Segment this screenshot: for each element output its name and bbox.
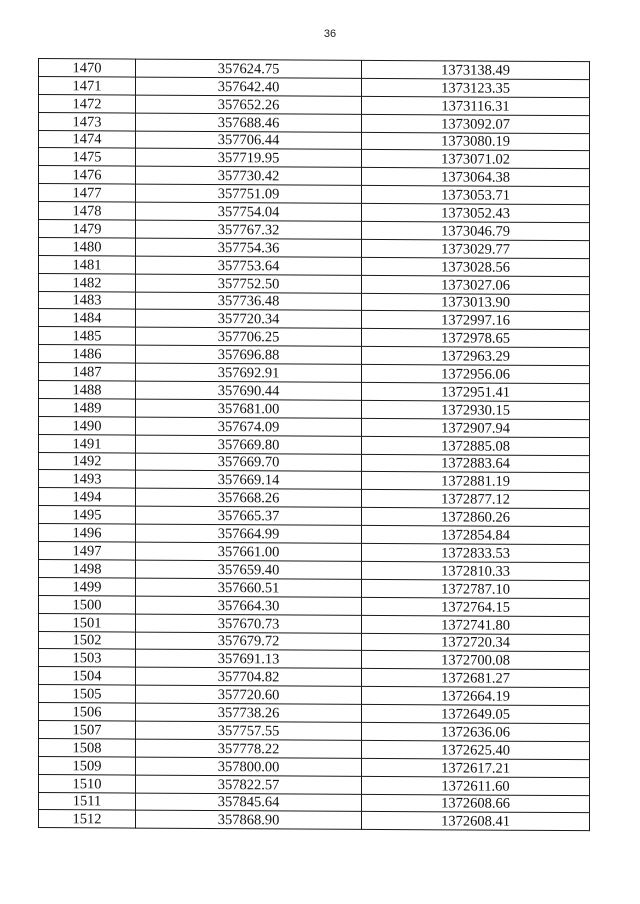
- point-number-cell: 1485: [39, 327, 136, 345]
- page-number: 36: [323, 28, 337, 40]
- coordinate-table: [38, 58, 590, 831]
- point-number-cell: 1493: [39, 470, 136, 488]
- x-coordinate-cell: 357664.99: [136, 524, 362, 543]
- point-number-cell: 1510: [39, 774, 136, 792]
- point-number-cell: 1481: [39, 255, 136, 273]
- y-coordinate-cell: 1372978.65: [362, 329, 590, 348]
- y-coordinate-cell: 1372625.40: [362, 740, 590, 759]
- x-coordinate-cell: 357624.75: [136, 59, 362, 78]
- y-coordinate-cell: 1372764.15: [362, 597, 590, 616]
- y-coordinate-cell: 1372649.05: [362, 704, 590, 723]
- x-coordinate-cell: 357692.91: [136, 363, 362, 382]
- x-coordinate-cell: 357670.73: [136, 614, 362, 633]
- point-number-cell: 1471: [39, 76, 136, 94]
- point-number-cell: 1479: [39, 220, 136, 238]
- y-coordinate-cell: 1373080.19: [362, 132, 590, 151]
- table-row: [39, 810, 590, 831]
- y-coordinate-cell: 1373116.31: [362, 96, 590, 115]
- y-coordinate-cell: 1372963.29: [362, 347, 590, 366]
- point-number-cell: 1478: [39, 202, 136, 220]
- point-number-cell: 1484: [39, 309, 136, 327]
- y-coordinate-cell: 1372997.16: [362, 311, 590, 330]
- y-coordinate-cell: 1372720.34: [362, 633, 590, 652]
- y-coordinate-cell: 1373027.06: [362, 275, 590, 294]
- x-coordinate-cell: 357661.00: [136, 542, 362, 561]
- y-coordinate-cell: 1372930.15: [362, 400, 590, 419]
- point-number-cell: 1512: [39, 810, 136, 828]
- x-coordinate-cell: 357845.64: [136, 793, 362, 812]
- y-coordinate-cell: 1373064.38: [362, 168, 590, 187]
- y-coordinate-cell: 1373053.71: [362, 186, 590, 205]
- x-coordinate-cell: 357704.82: [136, 667, 362, 686]
- y-coordinate-cell: 1372664.19: [362, 687, 590, 706]
- y-coordinate-cell: 1373013.90: [362, 293, 590, 312]
- y-coordinate-cell: 1372611.60: [362, 776, 590, 795]
- y-coordinate-cell: 1372741.80: [362, 615, 590, 634]
- coordinate-table-body: [39, 59, 590, 831]
- x-coordinate-cell: 357868.90: [136, 810, 362, 829]
- x-coordinate-cell: 357720.60: [136, 685, 362, 704]
- y-coordinate-cell: 1373052.43: [362, 203, 590, 222]
- point-number-cell: 1505: [39, 685, 136, 703]
- y-coordinate-cell: 1372877.12: [362, 490, 590, 509]
- y-coordinate-cell: 1372951.41: [362, 382, 590, 401]
- x-coordinate-cell: 357690.44: [136, 381, 362, 400]
- x-coordinate-cell: 357691.13: [136, 649, 362, 668]
- y-coordinate-cell: 1372885.08: [362, 436, 590, 455]
- point-number-cell: 1474: [39, 130, 136, 148]
- point-number-cell: 1483: [39, 291, 136, 309]
- point-number-cell: 1480: [39, 237, 136, 255]
- point-number-cell: 1486: [39, 345, 136, 363]
- point-number-cell: 1499: [39, 577, 136, 595]
- y-coordinate-cell: 1373028.56: [362, 257, 590, 276]
- y-coordinate-cell: 1372854.84: [362, 526, 590, 545]
- coordinate-table-container: [38, 58, 586, 831]
- point-number-cell: 1473: [39, 112, 136, 130]
- y-coordinate-cell: 1372956.06: [362, 365, 590, 384]
- y-coordinate-cell: 1372617.21: [362, 758, 590, 777]
- x-coordinate-cell: 357753.64: [136, 256, 362, 275]
- y-coordinate-cell: 1372860.26: [362, 508, 590, 527]
- point-number-cell: 1504: [39, 667, 136, 685]
- x-coordinate-cell: 357668.26: [136, 488, 362, 507]
- point-number-cell: 1498: [39, 559, 136, 577]
- point-number-cell: 1502: [39, 631, 136, 649]
- point-number-cell: 1477: [39, 184, 136, 202]
- point-number-cell: 1494: [39, 488, 136, 506]
- x-coordinate-cell: 357738.26: [136, 703, 362, 722]
- x-coordinate-cell: 357669.70: [136, 453, 362, 472]
- y-coordinate-cell: 1373046.79: [362, 221, 590, 240]
- point-number-cell: 1492: [39, 452, 136, 470]
- y-coordinate-cell: 1372636.06: [362, 722, 590, 741]
- x-coordinate-cell: 357757.55: [136, 721, 362, 740]
- point-number-cell: 1491: [39, 434, 136, 452]
- x-coordinate-cell: 357669.14: [136, 471, 362, 490]
- x-coordinate-cell: 357752.50: [136, 274, 362, 293]
- point-number-cell: 1488: [39, 381, 136, 399]
- y-coordinate-cell: 1372608.66: [362, 794, 590, 813]
- point-number-cell: 1507: [39, 720, 136, 738]
- x-coordinate-cell: 357800.00: [136, 757, 362, 776]
- point-number-cell: 1500: [39, 595, 136, 613]
- x-coordinate-cell: 357642.40: [136, 77, 362, 96]
- x-coordinate-cell: 357652.26: [136, 95, 362, 114]
- x-coordinate-cell: 357679.72: [136, 632, 362, 651]
- y-coordinate-cell: 1372833.53: [362, 543, 590, 562]
- y-coordinate-cell: 1373071.02: [362, 150, 590, 169]
- x-coordinate-cell: 357730.42: [136, 166, 362, 185]
- point-number-cell: 1506: [39, 703, 136, 721]
- point-number-cell: 1496: [39, 524, 136, 542]
- point-number-cell: 1509: [39, 756, 136, 774]
- y-coordinate-cell: 1373138.49: [362, 60, 590, 79]
- y-coordinate-cell: 1372787.10: [362, 579, 590, 598]
- point-number-cell: 1482: [39, 273, 136, 291]
- x-coordinate-cell: 357754.36: [136, 238, 362, 257]
- x-coordinate-cell: 357681.00: [136, 399, 362, 418]
- x-coordinate-cell: 357688.46: [136, 113, 362, 132]
- point-number-cell: 1511: [39, 792, 136, 810]
- x-coordinate-cell: 357706.25: [136, 327, 362, 346]
- y-coordinate-cell: 1372810.33: [362, 561, 590, 580]
- point-number-cell: 1490: [39, 416, 136, 434]
- point-number-cell: 1503: [39, 649, 136, 667]
- point-number-cell: 1501: [39, 613, 136, 631]
- point-number-cell: 1489: [39, 398, 136, 416]
- x-coordinate-cell: 357665.37: [136, 506, 362, 525]
- x-coordinate-cell: 357669.80: [136, 435, 362, 454]
- x-coordinate-cell: 357674.09: [136, 417, 362, 436]
- x-coordinate-cell: 357751.09: [136, 184, 362, 203]
- point-number-cell: 1495: [39, 506, 136, 524]
- y-coordinate-cell: 1372881.19: [362, 472, 590, 491]
- x-coordinate-cell: 357664.30: [136, 596, 362, 615]
- x-coordinate-cell: 357778.22: [136, 739, 362, 758]
- y-coordinate-cell: 1372608.41: [362, 812, 590, 831]
- y-coordinate-cell: 1373123.35: [362, 78, 590, 97]
- x-coordinate-cell: 357720.34: [136, 310, 362, 329]
- point-number-cell: 1472: [39, 94, 136, 112]
- x-coordinate-cell: 357706.44: [136, 131, 362, 150]
- point-number-cell: 1470: [39, 59, 136, 77]
- x-coordinate-cell: 357659.40: [136, 560, 362, 579]
- point-number-cell: 1475: [39, 148, 136, 166]
- y-coordinate-cell: 1372907.94: [362, 418, 590, 437]
- y-coordinate-cell: 1372681.27: [362, 669, 590, 688]
- point-number-cell: 1497: [39, 542, 136, 560]
- x-coordinate-cell: 357754.04: [136, 202, 362, 221]
- x-coordinate-cell: 357767.32: [136, 220, 362, 239]
- point-number-cell: 1476: [39, 166, 136, 184]
- point-number-cell: 1487: [39, 363, 136, 381]
- y-coordinate-cell: 1372883.64: [362, 454, 590, 473]
- point-number-cell: 1508: [39, 738, 136, 756]
- y-coordinate-cell: 1373092.07: [362, 114, 590, 133]
- x-coordinate-cell: 357736.48: [136, 292, 362, 311]
- y-coordinate-cell: 1372700.08: [362, 651, 590, 670]
- y-coordinate-cell: 1373029.77: [362, 239, 590, 258]
- x-coordinate-cell: 357660.51: [136, 578, 362, 597]
- x-coordinate-cell: 357719.95: [136, 149, 362, 168]
- x-coordinate-cell: 357822.57: [136, 775, 362, 794]
- x-coordinate-cell: 357696.88: [136, 345, 362, 364]
